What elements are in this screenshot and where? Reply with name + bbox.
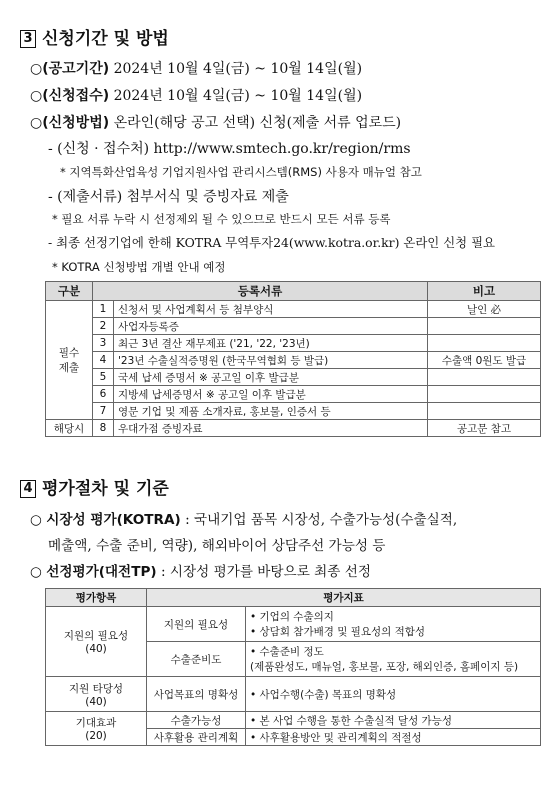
line-label: 선정평가(대전TP)	[46, 564, 157, 580]
circle-bullet-icon: ○	[30, 115, 43, 131]
table-row	[46, 677, 541, 712]
row-number: 8	[93, 420, 114, 437]
reception-line	[30, 85, 362, 105]
row-remark: 수출액 0원도 발급	[428, 352, 541, 369]
row-item: 사업목표의 명확성	[147, 677, 246, 712]
group-necessity: 지원의 필요성 (40)	[46, 607, 147, 677]
section-title: 평가절차 및 기준	[42, 479, 169, 499]
table-row	[46, 712, 541, 729]
section-title: 신청기간 및 방법	[42, 29, 169, 49]
header-item: 평가항목	[46, 589, 147, 607]
header-category: 구분	[46, 282, 93, 301]
row-document: 국세 납세 증명서 ※ 공고일 이후 발급분	[114, 369, 428, 386]
table-row	[46, 301, 541, 318]
row-desc: • 사업수행(수출) 목표의 명확성	[246, 677, 541, 712]
row-document: 신청서 및 사업계획서 등 첨부양식	[114, 301, 428, 318]
row-number: 5	[93, 369, 114, 386]
note-rms: * 지역특화산업육성 기업지원사업 관리시스템(RMS) 사용자 매뉴얼 참고	[60, 165, 422, 179]
row-remark	[428, 318, 541, 335]
selection-eval-line	[30, 560, 371, 580]
row-desc: • 사후활용방안 및 관리계획의 적절성	[246, 729, 541, 746]
row-remark	[428, 335, 541, 352]
circle-bullet-icon: ○	[30, 512, 47, 528]
section-4-heading	[20, 474, 169, 499]
row-item: 수출준비도	[147, 642, 246, 677]
table-row	[46, 352, 541, 369]
market-eval-line	[30, 508, 457, 528]
note-kotra: * KOTRA 신청방법 개별 안내 예정	[52, 260, 226, 274]
line-text: : 시장성 평가를 바탕으로 최종 선정	[156, 564, 371, 580]
table-row	[46, 607, 541, 642]
row-number: 6	[93, 386, 114, 403]
row-remark: 날인 必	[428, 301, 541, 318]
circle-bullet-icon: ○	[30, 88, 43, 104]
line-label: (신청접수)	[42, 88, 110, 104]
note-missing: * 필요 서류 누락 시 선정제외 될 수 있으므로 반드시 모든 서류 등록	[52, 212, 391, 226]
line-text: : 국내기업 품목 시장성, 수출가능성(수출실적,	[180, 512, 458, 528]
group-required: 필수 제출	[46, 301, 93, 420]
row-document: 사업자등록증	[114, 318, 428, 335]
table-header-row	[46, 282, 541, 301]
table-row	[46, 318, 541, 335]
group-effect: 기대효과 (20)	[46, 712, 147, 746]
row-number: 7	[93, 403, 114, 420]
row-remark	[428, 386, 541, 403]
section-number: 4	[20, 480, 36, 498]
row-number: 4	[93, 352, 114, 369]
row-desc: • 기업의 수출의지 • 상담회 참가배경 및 필요성의 적합성	[246, 607, 541, 642]
row-remark: 공고문 참고	[428, 420, 541, 437]
table-row	[46, 403, 541, 420]
group-conditional: 해당시	[46, 420, 93, 437]
header-documents: 등록서류	[93, 282, 428, 301]
row-document: 우대가점 증빙자료	[114, 420, 428, 437]
row-remark	[428, 369, 541, 386]
row-document: 지방세 납세증명서 ※ 공고일 이후 발급분	[114, 386, 428, 403]
line-label: 시장성 평가(KOTRA)	[46, 512, 181, 528]
row-number: 3	[93, 335, 114, 352]
row-item: 수출가능성	[147, 712, 246, 729]
header-indicator: 평가지표	[147, 589, 541, 607]
row-item: 사후활용 관리계획	[147, 729, 246, 746]
group-validity: 지원 타당성 (40)	[46, 677, 147, 712]
row-item: 지원의 필요성	[147, 607, 246, 642]
method-line	[30, 112, 401, 132]
circle-bullet-icon: ○	[30, 61, 43, 77]
row-document: '23년 수출실적증명원 (한국무역협회 등 발급)	[114, 352, 428, 369]
table-row	[46, 386, 541, 403]
header-remarks: 비고	[428, 282, 541, 301]
row-number: 2	[93, 318, 114, 335]
row-desc: • 수출준비 정도 (제품완성도, 매뉴얼, 홍보물, 포장, 해외인증, 홈페이지 등)	[246, 642, 541, 677]
period-line	[30, 58, 362, 78]
row-remark	[428, 403, 541, 420]
row-number: 1	[93, 301, 114, 318]
market-eval-cont: 메출액, 수출 준비, 역량), 해외바이어 상담주선 가능성 등	[48, 538, 386, 554]
row-desc: • 본 사업 수행을 통한 수출실적 달성 가능성	[246, 712, 541, 729]
table-row	[46, 420, 541, 437]
table-row	[46, 369, 541, 386]
sub-kotra: - 최종 선정기업에 한해 KOTRA 무역투자24(www.kotra.or.kr) 온라인 신청 필요	[48, 235, 496, 250]
documents-table	[45, 281, 541, 437]
table-row	[46, 335, 541, 352]
row-document: 최근 3년 결산 재무제표 ('21, '22, '23년)	[114, 335, 428, 352]
line-label: (신청방법)	[42, 115, 110, 131]
line-text: 2024년 10월 4일(금) ~ 10월 14일(월)	[109, 61, 363, 77]
section-3-heading	[20, 24, 169, 49]
row-document: 영문 기업 및 제품 소개자료, 홍보물, 인증서 등	[114, 403, 428, 420]
section-number: 3	[20, 30, 36, 48]
sub-reception: - (신청 · 접수처) http://www.smtech.go.kr/region/rms	[48, 141, 411, 157]
sub-documents: - (제출서류) 첨부서식 및 증빙자료 제출	[48, 189, 289, 205]
evaluation-table	[45, 588, 541, 746]
circle-bullet-icon: ○	[30, 564, 47, 580]
line-label: (공고기간)	[42, 61, 110, 77]
table-header-row	[46, 589, 541, 607]
line-text: 2024년 10월 4일(금) ~ 10월 14일(월)	[109, 88, 363, 104]
line-text: 온라인(해당 공고 선택) 신청(제출 서류 업로드)	[109, 115, 402, 131]
